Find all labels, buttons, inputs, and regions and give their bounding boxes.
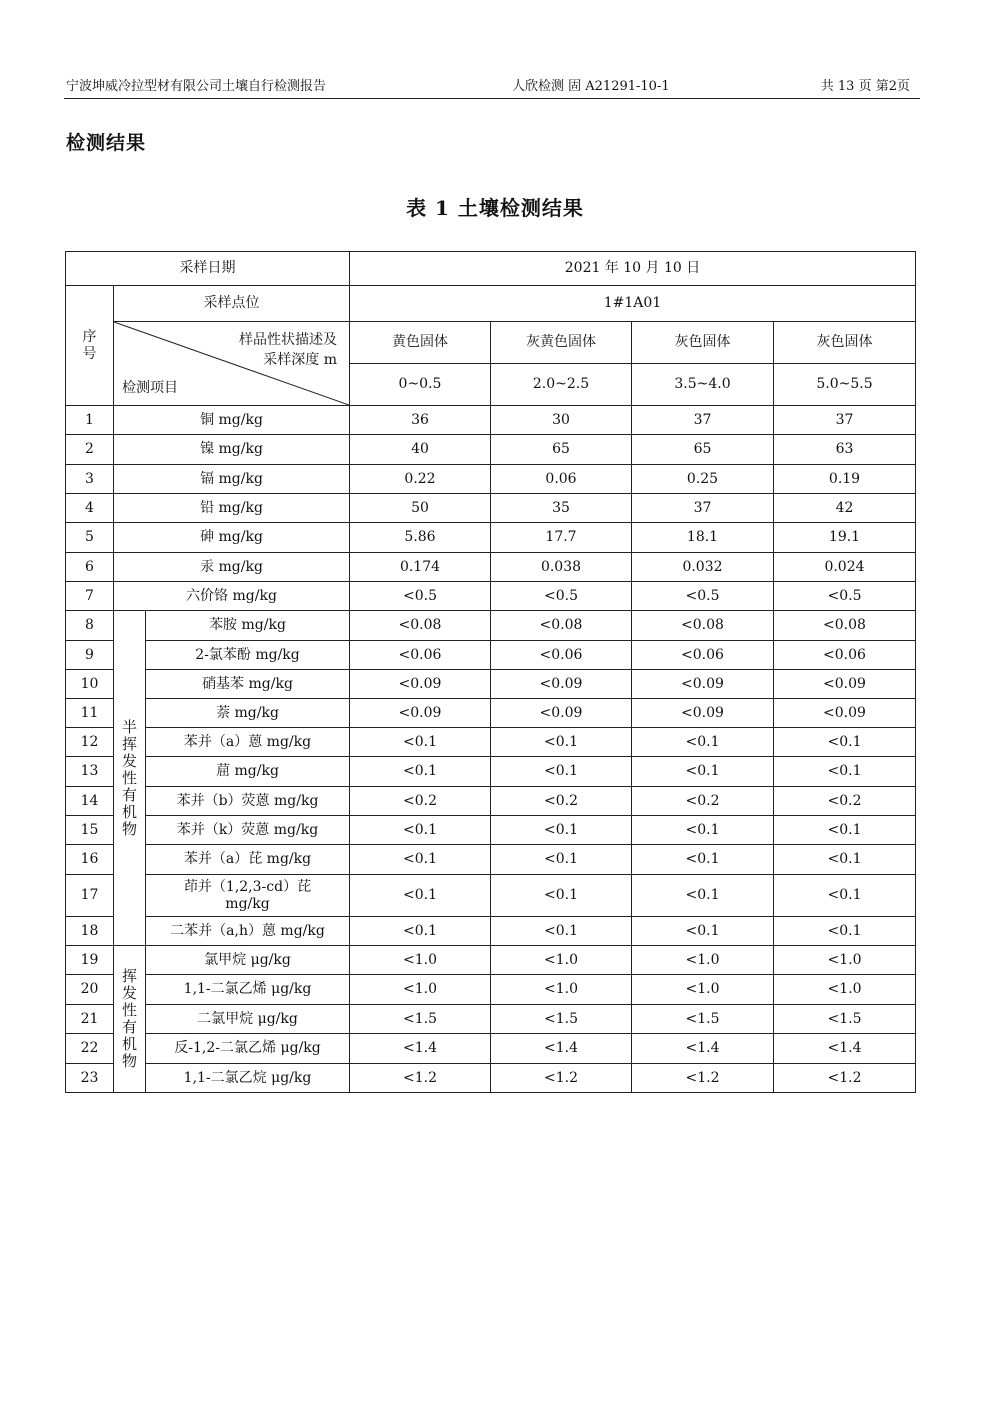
- result-value: <0.2: [491, 787, 632, 816]
- test-item: 苯并（a）蒽 mg/kg: [146, 728, 350, 757]
- table-title: 表 1 土壤检测结果: [406, 196, 584, 220]
- result-value: 0.19: [774, 465, 916, 494]
- test-item: 氯甲烷 μg/kg: [146, 946, 350, 975]
- result-value: <0.09: [632, 699, 774, 728]
- table-row: [66, 465, 916, 494]
- result-value: 37: [632, 406, 774, 435]
- page-header: [64, 78, 920, 99]
- result-value: <1.0: [491, 946, 632, 975]
- test-item: 镍 mg/kg: [114, 435, 350, 465]
- test-item: 硝基苯 mg/kg: [146, 670, 350, 699]
- sampling-point-value: 1#1A01: [350, 286, 916, 322]
- result-value: 0.024: [774, 553, 916, 582]
- sample-state: 灰色固体: [774, 322, 916, 364]
- table-row: [66, 946, 916, 975]
- row-number: 20: [66, 975, 114, 1005]
- sampling-point-row: [66, 286, 916, 322]
- result-value: <1.4: [350, 1034, 491, 1064]
- result-value: <0.1: [350, 845, 491, 875]
- test-item: 镉 mg/kg: [114, 465, 350, 494]
- row-number: 23: [66, 1064, 114, 1093]
- result-value: 37: [774, 406, 916, 435]
- result-value: 0.038: [491, 553, 632, 582]
- result-value: 0.174: [350, 553, 491, 582]
- table-row: [66, 523, 916, 553]
- result-value: <1.4: [491, 1034, 632, 1064]
- result-value: 65: [491, 435, 632, 465]
- result-value: 17.7: [491, 523, 632, 553]
- result-value: <0.08: [491, 611, 632, 641]
- row-number: 11: [66, 699, 114, 728]
- table-row: [66, 875, 916, 917]
- test-item: 铅 mg/kg: [114, 494, 350, 523]
- result-value: <0.5: [350, 582, 491, 611]
- result-value: <0.1: [774, 757, 916, 787]
- row-number: 14: [66, 787, 114, 816]
- result-value: 37: [632, 494, 774, 523]
- result-value: <0.09: [632, 670, 774, 699]
- diagonal-header-cell: [114, 322, 350, 406]
- result-value: 36: [350, 406, 491, 435]
- row-number: 21: [66, 1005, 114, 1034]
- result-value: <0.5: [632, 582, 774, 611]
- table-row: [66, 670, 916, 699]
- row-number: 12: [66, 728, 114, 757]
- result-value: <0.1: [350, 875, 491, 917]
- result-value: <0.1: [632, 757, 774, 787]
- result-value: <0.1: [350, 816, 491, 845]
- sample-state: 灰黄色固体: [491, 322, 632, 364]
- sample-state: 黄色固体: [350, 322, 491, 364]
- table-row: [66, 435, 916, 465]
- result-value: <1.5: [350, 1005, 491, 1034]
- result-value: <0.1: [774, 845, 916, 875]
- result-value: 0.25: [632, 465, 774, 494]
- table-row: [66, 975, 916, 1005]
- row-number: 2: [66, 435, 114, 465]
- result-value: <0.1: [350, 728, 491, 757]
- table-row: [66, 699, 916, 728]
- result-value: <0.1: [491, 728, 632, 757]
- result-value: <0.06: [350, 641, 491, 670]
- row-number: 17: [66, 875, 114, 917]
- result-value: 30: [491, 406, 632, 435]
- row-number: 6: [66, 553, 114, 582]
- seq-header: [66, 286, 114, 406]
- table-row: [66, 1064, 916, 1093]
- report-number: 人欣检测 固 A21291-10-1: [512, 79, 670, 94]
- result-value: <0.06: [774, 641, 916, 670]
- result-value: <0.2: [774, 787, 916, 816]
- result-value: 35: [491, 494, 632, 523]
- sampling-date-label: 采样日期: [66, 252, 350, 286]
- row-number: 19: [66, 946, 114, 975]
- test-item: 苯并（b）荧蒽 mg/kg: [146, 787, 350, 816]
- table-row: [66, 845, 916, 875]
- test-item: 六价铬 mg/kg: [114, 582, 350, 611]
- sample-description-label: 样品性状描述及 采样深度 m: [239, 332, 337, 368]
- result-value: <0.08: [350, 611, 491, 641]
- result-value: <1.0: [350, 946, 491, 975]
- table-row: [66, 406, 916, 435]
- result-value: 18.1: [632, 523, 774, 553]
- result-value: 0.032: [632, 553, 774, 582]
- row-number: 13: [66, 757, 114, 787]
- category-volatile-organics: 挥 发 性 有 机 物: [114, 946, 146, 1093]
- table-row: [66, 787, 916, 816]
- section-title: 检测结果: [66, 132, 147, 154]
- result-value: <0.06: [491, 641, 632, 670]
- result-value: <1.5: [774, 1005, 916, 1034]
- sample-depth: 5.0~5.5: [774, 364, 916, 406]
- table-row: [66, 611, 916, 641]
- seq-header-label: 序 号: [82, 328, 97, 362]
- result-value: <0.5: [491, 582, 632, 611]
- result-value: <0.1: [774, 875, 916, 917]
- result-value: <1.0: [632, 946, 774, 975]
- result-value: <0.1: [632, 728, 774, 757]
- result-value: 50: [350, 494, 491, 523]
- test-item: 1,1-二氯乙烯 μg/kg: [146, 975, 350, 1005]
- sample-depth: 3.5~4.0: [632, 364, 774, 406]
- result-value: <0.09: [491, 670, 632, 699]
- result-value: 0.06: [491, 465, 632, 494]
- test-item: 萘 mg/kg: [146, 699, 350, 728]
- row-number: 16: [66, 845, 114, 875]
- sampling-date-value: 2021 年 10 月 10 日: [350, 252, 916, 286]
- result-value: <0.08: [774, 611, 916, 641]
- table-row: [66, 641, 916, 670]
- result-value: <1.4: [632, 1034, 774, 1064]
- table-row: [66, 494, 916, 523]
- result-value: 0.22: [350, 465, 491, 494]
- table-row: [66, 1034, 916, 1064]
- row-number: 8: [66, 611, 114, 641]
- sample-state-row: [66, 322, 916, 364]
- soil-results-table: [65, 251, 916, 1093]
- row-number: 10: [66, 670, 114, 699]
- result-value: <1.2: [491, 1064, 632, 1093]
- sample-state: 灰色固体: [632, 322, 774, 364]
- test-item: 苯胺 mg/kg: [146, 611, 350, 641]
- result-value: <1.0: [350, 975, 491, 1005]
- row-number: 18: [66, 917, 114, 946]
- result-value: <0.2: [350, 787, 491, 816]
- result-value: <0.1: [774, 917, 916, 946]
- result-value: <0.09: [350, 699, 491, 728]
- table-row: [66, 553, 916, 582]
- result-value: <0.1: [491, 875, 632, 917]
- result-value: <1.4: [774, 1034, 916, 1064]
- result-value: <0.1: [774, 728, 916, 757]
- result-value: <0.1: [632, 917, 774, 946]
- test-item: 䓛 mg/kg: [146, 757, 350, 787]
- result-value: <0.1: [491, 816, 632, 845]
- table-row: [66, 728, 916, 757]
- test-item: 茚并（1,2,3-cd）芘 mg/kg: [146, 875, 350, 917]
- result-value: <1.5: [491, 1005, 632, 1034]
- table-row: [66, 757, 916, 787]
- test-item: 二苯并（a,h）蒽 mg/kg: [146, 917, 350, 946]
- sample-depth: 2.0~2.5: [491, 364, 632, 406]
- test-item: 苯并（a）芘 mg/kg: [146, 845, 350, 875]
- result-value: <1.0: [632, 975, 774, 1005]
- result-value: <0.1: [632, 875, 774, 917]
- category-semi-volatile-organics: 半 挥 发 性 有 机 物: [114, 611, 146, 946]
- test-item: 苯并（k）荧蒽 mg/kg: [146, 816, 350, 845]
- result-value: <0.1: [350, 917, 491, 946]
- result-value: <0.1: [632, 816, 774, 845]
- result-value: <0.1: [774, 816, 916, 845]
- result-value: <1.0: [774, 946, 916, 975]
- result-value: <1.2: [350, 1064, 491, 1093]
- result-value: <0.1: [350, 757, 491, 787]
- sampling-date-row: [66, 252, 916, 286]
- result-value: <0.5: [774, 582, 916, 611]
- test-item: 砷 mg/kg: [114, 523, 350, 553]
- table-row: [66, 582, 916, 611]
- result-value: 63: [774, 435, 916, 465]
- row-number: 7: [66, 582, 114, 611]
- result-value: <1.5: [632, 1005, 774, 1034]
- result-value: 42: [774, 494, 916, 523]
- result-value: <0.09: [491, 699, 632, 728]
- result-value: <0.1: [491, 845, 632, 875]
- result-value: <0.09: [350, 670, 491, 699]
- row-number: 1: [66, 406, 114, 435]
- result-value: 19.1: [774, 523, 916, 553]
- test-item: 汞 mg/kg: [114, 553, 350, 582]
- row-number: 5: [66, 523, 114, 553]
- row-number: 22: [66, 1034, 114, 1064]
- table-row: [66, 1005, 916, 1034]
- result-value: 5.86: [350, 523, 491, 553]
- row-number: 15: [66, 816, 114, 845]
- row-number: 4: [66, 494, 114, 523]
- result-value: <0.08: [632, 611, 774, 641]
- table-row: [66, 917, 916, 946]
- result-value: <0.1: [632, 845, 774, 875]
- row-number: 3: [66, 465, 114, 494]
- result-value: <0.2: [632, 787, 774, 816]
- result-value: 40: [350, 435, 491, 465]
- result-value: <0.09: [774, 670, 916, 699]
- test-item: 铜 mg/kg: [114, 406, 350, 435]
- test-item: 二氯甲烷 μg/kg: [146, 1005, 350, 1034]
- report-company-title: 宁波坤威冷拉型材有限公司土壤自行检测报告: [66, 79, 327, 94]
- result-value: <0.1: [491, 757, 632, 787]
- test-item: 1,1-二氯乙烷 μg/kg: [146, 1064, 350, 1093]
- sample-depth: 0~0.5: [350, 364, 491, 406]
- page-counter: 共 13 页 第2页: [820, 79, 910, 94]
- test-item: 反-1,2-二氯乙烯 μg/kg: [146, 1034, 350, 1064]
- result-value: <0.1: [491, 917, 632, 946]
- result-value: <0.06: [632, 641, 774, 670]
- result-value: <1.0: [491, 975, 632, 1005]
- result-value: 65: [632, 435, 774, 465]
- result-value: <0.09: [774, 699, 916, 728]
- result-value: <1.2: [774, 1064, 916, 1093]
- test-item: 2-氯苯酚 mg/kg: [146, 641, 350, 670]
- table-row: [66, 816, 916, 845]
- test-item-label: 检测项目: [122, 380, 178, 396]
- sampling-point-label: 采样点位: [114, 286, 350, 322]
- row-number: 9: [66, 641, 114, 670]
- result-value: <1.0: [774, 975, 916, 1005]
- result-value: <1.2: [632, 1064, 774, 1093]
